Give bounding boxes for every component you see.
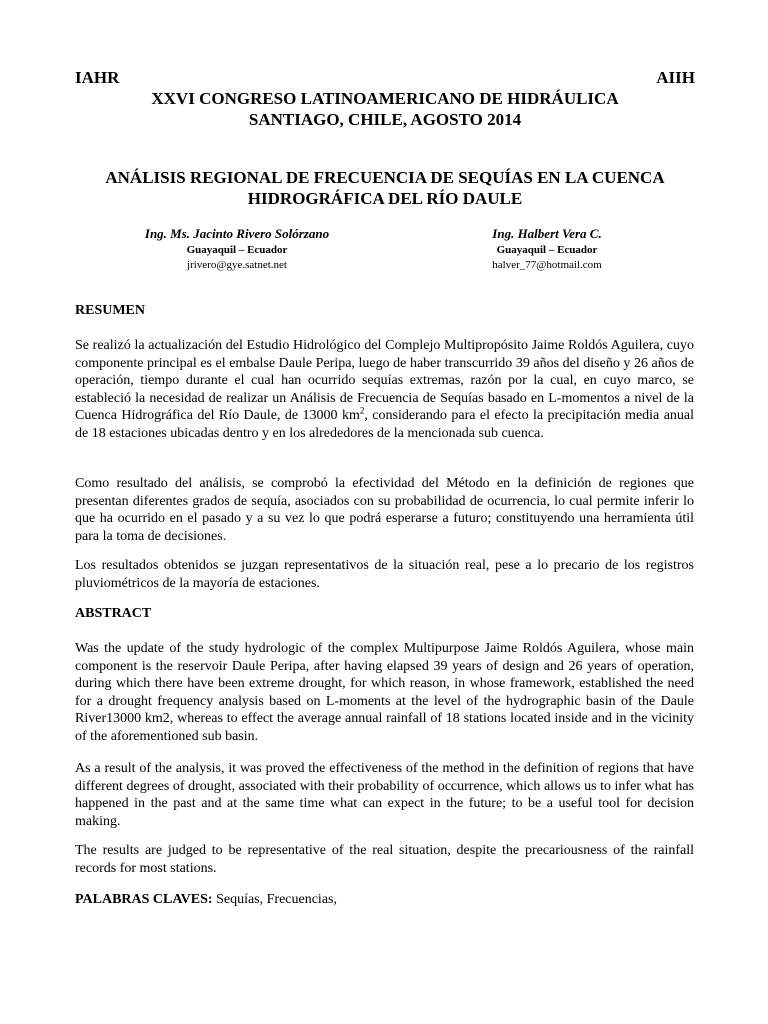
resumen-heading: RESUMEN: [75, 303, 146, 318]
author-2-email: halver_77@hotmail.com: [492, 259, 602, 271]
resumen-p1-tail: , considerando para el efecto la precipitación media anual de 18 estaciones ubicadas dentro y en los alrededores de la mencionada sub cuenca.: [75, 408, 695, 441]
congress-location: SANTIAGO, CHILE, AGOSTO 2014: [248, 110, 522, 129]
author-2-name: Ing. Halbert Vera C.: [492, 226, 602, 241]
resumen-p1-main: Se realizó la actualización del Estudio Hidrológico del Complejo Multipropósito Jaime Roldós Aguilera, cuyo componente principal es el embalse Daule Peripa, luego de haber transcurrido 39 años del diseño y 26 años de operación, tiempo durante el cual han ocurrido sequías extremas, razón por la cual, en cuyo marco, se estableció la necesidad de realizar un Análisis de Frecuencia de Sequías basado en L-momentos a nivel de la Cuenca Hidrográfica del Río Daule, de 13000 km: [75, 338, 694, 424]
abstract-paragraph-1: Was the update of the study hydrologic of the complex Multipurpose Jaime Roldós Aguilera, whose main component is the reservoir Daule Peripa, after having elapsed 39 years of design and 26 years of operation, during which there have been extreme drought, for which reason, in whose framework, established the need for a drought frequency analysis based on L-moments at the level of the hydrographic basin of the Daule River13000 km2, whereas to effect the average annual rainfall of 18 stations located inside and in the vicinity of the aforementioned sub basin.: [75, 641, 694, 744]
header-org-right: AIIH: [656, 68, 695, 87]
keywords-line: [75, 892, 337, 908]
keywords-value: Sequías, Frecuencias,: [216, 892, 337, 907]
paper-title-line-1: ANÁLISIS REGIONAL DE FRECUENCIA DE SEQUÍAS EN LA CUENCA: [105, 168, 665, 187]
author-1-name: Ing. Ms. Jacinto Rivero Solórzano: [144, 226, 330, 241]
resumen-p1-superscript: 2: [359, 405, 365, 416]
author-2: [417, 225, 677, 273]
resumen-paragraph-2: Como resultado del análisis, se comprobó la efectividad del Método en la definición de regiones que presentan diferentes grados de sequía, asociados con su probabilidad de ocurrencia, lo cual permite inferir lo que ha ocurrido en el pasado y a su vez lo que podrá esperarse a futuro; constituyendo una herramienta útil para la toma de decisiones.: [75, 476, 694, 544]
author-1-email: jrivero@gye.satnet.net: [187, 259, 287, 271]
keywords-label: PALABRAS CLAVES:: [75, 892, 213, 907]
author-1-affiliation: Guayaquil – Ecuador: [186, 244, 288, 256]
abstract-paragraph-3: The results are judged to be representative of the real situation, despite the precariousness of the rainfall records for most stations.: [75, 843, 694, 876]
resumen-paragraph-1: [75, 337, 694, 443]
paper-title-line-2: HIDROGRÁFICA DEL RÍO DAULE: [247, 189, 523, 208]
abstract-paragraph-2: As a result of the analysis, it was proved the effectiveness of the method in the definition of regions that have different degrees of drought, associated with their probability of occurrence, which allows us to infer what has happened in the past and at the same time what can expect in the future; to be a useful tool for decision making.: [75, 761, 694, 829]
congress-name: XXVI CONGRESO LATINOAMERICANO DE HIDRÁULICA: [151, 89, 619, 108]
resumen-paragraph-3: Los resultados obtenidos se juzgan representativos de la situación real, pese a lo precario de los registros pluviométricos de la mayoría de estaciones.: [75, 558, 694, 591]
header-org-left: IAHR: [75, 68, 120, 87]
author-2-affiliation: Guayaquil – Ecuador: [496, 244, 598, 256]
header-row: [75, 68, 695, 88]
author-1: [107, 225, 367, 273]
abstract-heading: ABSTRACT: [75, 606, 152, 621]
